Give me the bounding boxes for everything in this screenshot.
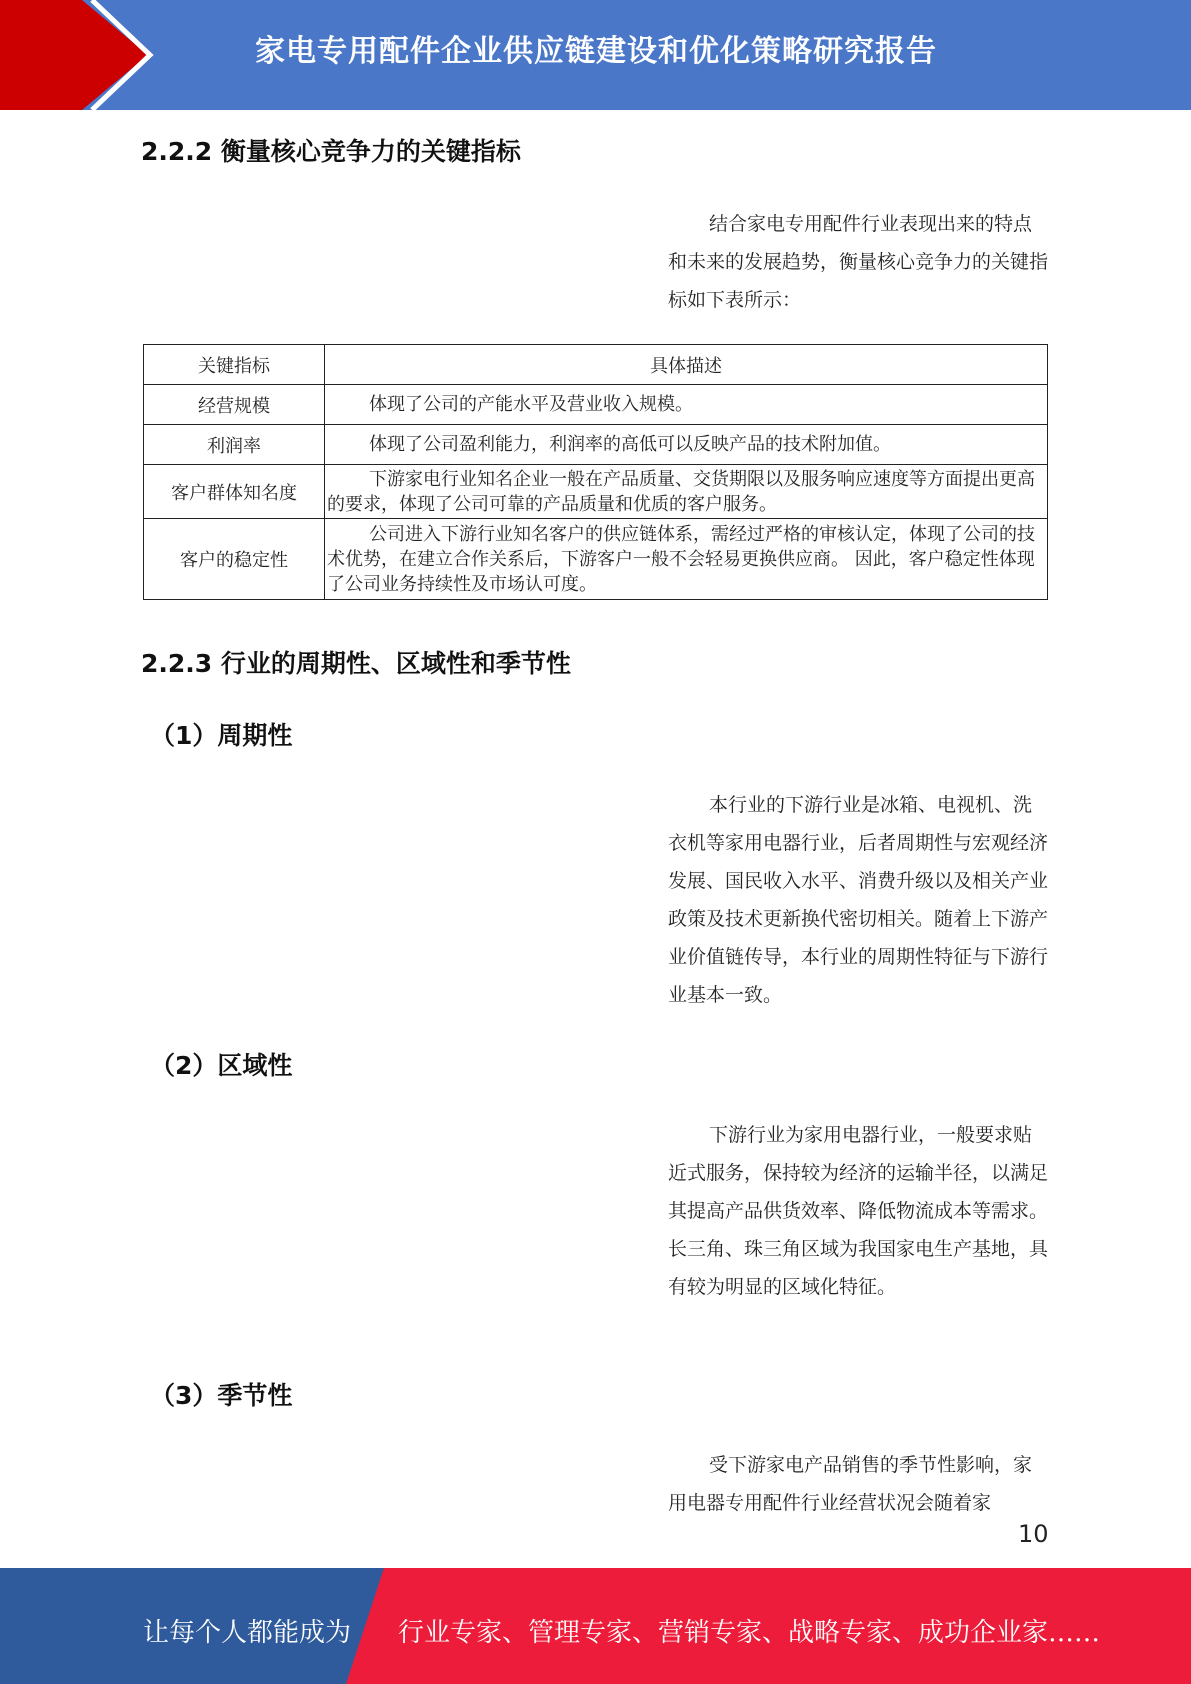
section-2-2-2-intro: 结合家电专用配件行业表现出来的特点和未来的发展趋势，衡量核心竞争力的关键指标如下表所示： bbox=[668, 213, 1049, 311]
table-header-row bbox=[144, 345, 1048, 385]
table-row bbox=[144, 425, 1048, 465]
table-header-description: 具体描述 bbox=[325, 345, 1048, 385]
table-cell-indicator: 利润率 bbox=[144, 425, 325, 465]
header-banner bbox=[0, 0, 1191, 110]
report-title: 家电专用配件企业供应链建设和优化策略研究报告 bbox=[255, 34, 937, 69]
key-indicators-table bbox=[143, 344, 1048, 600]
section-heading-2-2-2: 2.2.2 衡量核心竞争力的关键指标 bbox=[141, 137, 521, 166]
table-row bbox=[144, 519, 1048, 600]
table-row bbox=[144, 385, 1048, 425]
table-row bbox=[144, 465, 1048, 519]
table-cell-description: 体现了公司盈利能力，利润率的高低可以反映产品的技术附加值。 bbox=[325, 425, 1048, 465]
cyclicality-paragraph: 本行业的下游行业是冰箱、电视机、洗衣机等家用电器行业，后者周期性与宏观经济发展、国民收入水平、消费升级以及相关产业政策及技术更新换代密切相关。随着上下游产业价值链传导，本行业的周期性特征与下游行业基本一致。 bbox=[668, 794, 1049, 1006]
subheading-seasonality: （3）季节性 bbox=[150, 1381, 293, 1410]
subheading-cyclicality: （1）周期性 bbox=[150, 721, 293, 750]
table-cell-indicator: 客户的稳定性 bbox=[144, 519, 325, 600]
table-header-indicator: 关键指标 bbox=[144, 345, 325, 385]
table-cell-description: 公司进入下游行业知名客户的供应链体系，需经过严格的审核认定，体现了公司的技术优势，在建立合作关系后，下游客户一般不会轻易更换供应商。 因此，客户稳定性体现了公司业务持续性及市场认可度。 bbox=[325, 519, 1048, 600]
footer-banner bbox=[0, 1568, 1191, 1684]
footer-slogan-right: 行业专家、管理专家、营销专家、战略专家、成功企业家…… bbox=[398, 1618, 1101, 1648]
footer-slogan-left: 让每个人都能成为 bbox=[143, 1618, 352, 1648]
table-cell-indicator: 客户群体知名度 bbox=[144, 465, 325, 519]
regionality-paragraph: 下游行业为家用电器行业，一般要求贴近式服务，保持较为经济的运输半径，以满足其提高产品供货效率、降低物流成本等需求。长三角、珠三角区域为我国家电生产基地，具有较为明显的区域化特征。 bbox=[668, 1124, 1049, 1298]
subheading-regionality: （2）区域性 bbox=[150, 1051, 293, 1080]
section-heading-2-2-3: 2.2.3 行业的周期性、区域性和季节性 bbox=[141, 649, 571, 678]
seasonality-paragraph: 受下游家电产品销售的季节性影响，家用电器专用配件行业经营状况会随着家 bbox=[668, 1454, 1033, 1514]
page-number: 10 bbox=[1018, 1520, 1049, 1548]
table-cell-description: 下游家电行业知名企业一般在产品质量、交货期限以及服务响应速度等方面提出更高的要求，体现了公司可靠的产品质量和优质的客户服务。 bbox=[325, 465, 1048, 519]
table-cell-description: 体现了公司的产能水平及营业收入规模。 bbox=[325, 385, 1048, 425]
table-cell-indicator: 经营规模 bbox=[144, 385, 325, 425]
